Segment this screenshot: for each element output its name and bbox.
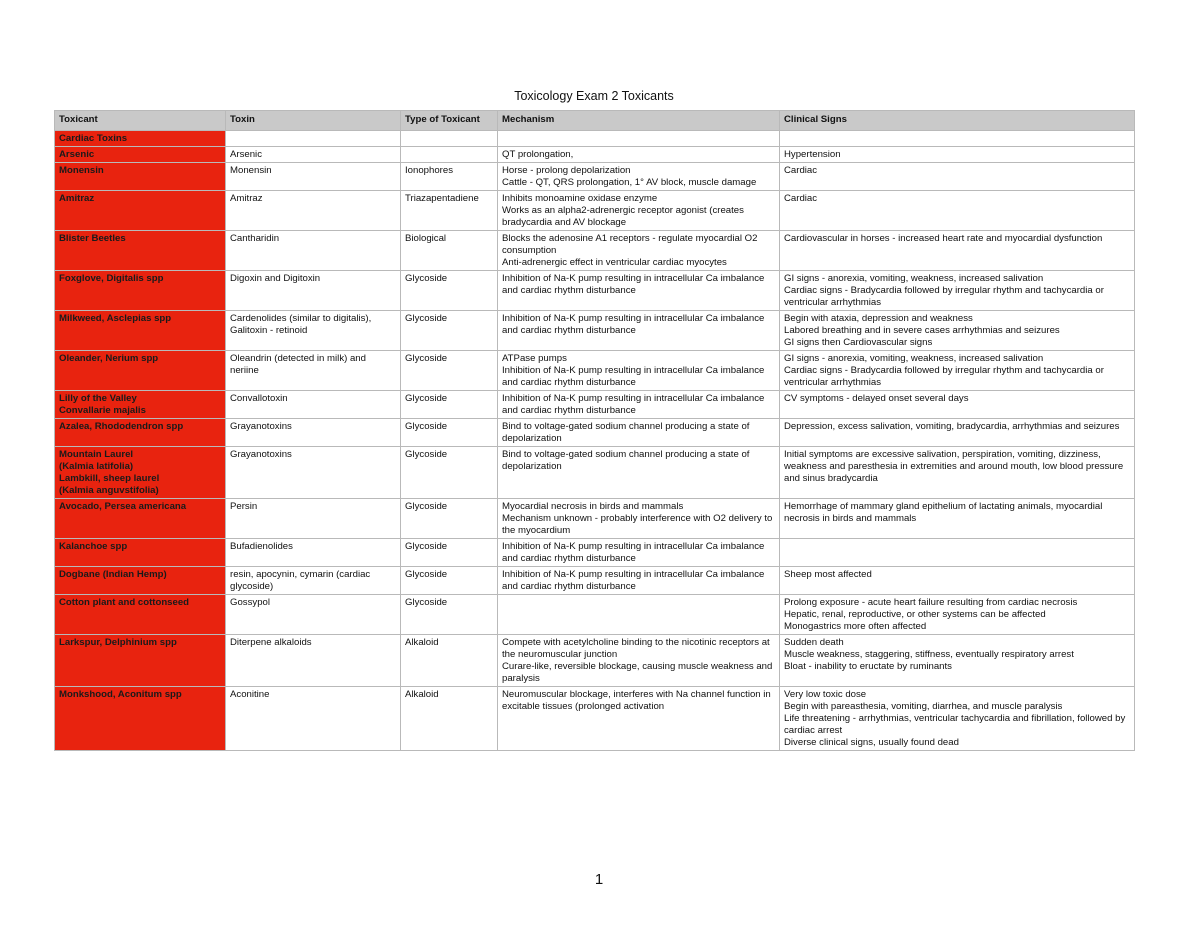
type-cell (401, 147, 498, 163)
toxin-cell: Cantharidin (226, 231, 401, 271)
clinical-signs-cell: Sudden death Muscle weakness, staggering, stiffness, eventually respiratory arrest Bloat - inability to eructate by ruminants (780, 635, 1135, 687)
header-row (55, 111, 1135, 131)
toxicant-cell: Cardiac Toxins (55, 131, 226, 147)
clinical-signs-cell: GI signs - anorexia, vomiting, weakness, increased salivation Cardiac signs - Bradycardia followed by irregular rhythm and tachycardia or ventricular arrhythmias (780, 271, 1135, 311)
mechanism-cell (498, 595, 780, 635)
type-cell: Glycoside (401, 447, 498, 499)
toxin-cell: Amitraz (226, 191, 401, 231)
table-row (55, 191, 1135, 231)
document-title: Toxicology Exam 2 Toxicants (514, 89, 674, 103)
type-cell: Glycoside (401, 567, 498, 595)
type-cell: Ionophores (401, 163, 498, 191)
clinical-signs-cell (780, 131, 1135, 147)
table-row (55, 271, 1135, 311)
mechanism-cell: Bind to voltage-gated sodium channel producing a state of depolarization (498, 447, 780, 499)
table-row (55, 635, 1135, 687)
toxin-cell: Monensin (226, 163, 401, 191)
table-row (55, 567, 1135, 595)
type-cell: Glycoside (401, 419, 498, 447)
type-cell: Glycoside (401, 539, 498, 567)
table-row (55, 311, 1135, 351)
mechanism-cell: Inhibition of Na-K pump resulting in intracellular Ca imbalance and cardiac rhythm disturbance (498, 539, 780, 567)
table-header (55, 111, 1135, 131)
clinical-signs-cell: Begin with ataxia, depression and weakness Labored breathing and in severe cases arrhythmias and seizures GI signs then Cardiovascular signs (780, 311, 1135, 351)
toxicant-cell: Larkspur, Delphinium spp (55, 635, 226, 687)
toxicant-cell: Mountain Laurel (Kalmia latifolia) Lambkill, sheep laurel (Kalmia anguvstifolia) (55, 447, 226, 499)
toxin-cell: Diterpene alkaloids (226, 635, 401, 687)
clinical-signs-cell: Cardiovascular in horses - increased heart rate and myocardial dysfunction (780, 231, 1135, 271)
table-row (55, 231, 1135, 271)
table-row (55, 595, 1135, 635)
toxicant-cell: Foxglove, Digitalis spp (55, 271, 226, 311)
clinical-signs-cell: GI signs - anorexia, vomiting, weakness, increased salivation Cardiac signs - Bradycardia followed by irregular rhythm and tachycardia or ventricular arrhythmias (780, 351, 1135, 391)
toxin-cell: Digoxin and Digitoxin (226, 271, 401, 311)
toxin-cell: Aconitine (226, 687, 401, 751)
type-cell: Glycoside (401, 271, 498, 311)
toxicant-cell: Monensin (55, 163, 226, 191)
toxicant-cell: Amitraz (55, 191, 226, 231)
clinical-signs-cell: CV symptoms - delayed onset several days (780, 391, 1135, 419)
column-header-toxicant: Toxicant (55, 111, 226, 131)
mechanism-cell: Inhibition of Na-K pump resulting in intracellular Ca imbalance and cardiac rhythm disturbance (498, 391, 780, 419)
toxin-cell: Grayanotoxins (226, 447, 401, 499)
mechanism-cell: Myocardial necrosis in birds and mammals Mechanism unknown - probably interference with O2 delivery to the myocardium (498, 499, 780, 539)
column-header-mechanism: Mechanism (498, 111, 780, 131)
clinical-signs-cell: Initial symptoms are excessive salivation, perspiration, vomiting, dizziness, weakness and paresthesia in extremities and around mouth, low blood pressure and sinus bradycardia (780, 447, 1135, 499)
mechanism-cell: Inhibits monoamine oxidase enzyme Works as an alpha2-adrenergic receptor agonist (creates bradycardia and AV blockage (498, 191, 780, 231)
toxicant-cell: Avocado, Persea americana (55, 499, 226, 539)
toxicant-cell: Azalea, Rhododendron spp (55, 419, 226, 447)
table-row (55, 419, 1135, 447)
type-cell: Alkaloid (401, 687, 498, 751)
toxicants-table (54, 110, 1135, 751)
mechanism-cell (498, 131, 780, 147)
page-number: 1 (594, 871, 604, 888)
clinical-signs-cell: Very low toxic dose Begin with pareasthesia, vomiting, diarrhea, and muscle paralysis Life threatening - arrhythmias, ventricular tachycardia and fibrillation, followed by cardiac arrest Diverse clinical signs, usually found dead (780, 687, 1135, 751)
type-cell: Biological (401, 231, 498, 271)
type-cell: Triazapentadiene (401, 191, 498, 231)
toxin-cell (226, 131, 401, 147)
table-row (55, 147, 1135, 163)
column-header-type: Type of Toxicant (401, 111, 498, 131)
mechanism-cell: Blocks the adenosine A1 receptors - regulate myocardial O2 consumption Anti-adrenergic effect in ventricular cardiac myocytes (498, 231, 780, 271)
mechanism-cell: ATPase pumps Inhibition of Na-K pump resulting in intracellular Ca imbalance and cardiac rhythm disturbance (498, 351, 780, 391)
table-row (55, 351, 1135, 391)
type-cell: Glycoside (401, 595, 498, 635)
toxicant-cell: Oleander, Nerium spp (55, 351, 226, 391)
column-header-toxin: Toxin (226, 111, 401, 131)
type-cell: Glycoside (401, 499, 498, 539)
toxicant-cell: Arsenic (55, 147, 226, 163)
mechanism-cell: Horse - prolong depolarization Cattle - QT, QRS prolongation, 1° AV block, muscle damage (498, 163, 780, 191)
toxin-cell: Cardenolides (similar to digitalis), Galitoxin - retinoid (226, 311, 401, 351)
toxin-cell: Bufadienolides (226, 539, 401, 567)
type-cell: Glycoside (401, 351, 498, 391)
toxin-cell: Arsenic (226, 147, 401, 163)
column-header-clinical-signs: Clinical Signs (780, 111, 1135, 131)
mechanism-cell: Inhibition of Na-K pump resulting in intracellular Ca imbalance and cardiac rhythm disturbance (498, 567, 780, 595)
toxicant-cell: Cotton plant and cottonseed (55, 595, 226, 635)
mechanism-cell: QT prolongation, (498, 147, 780, 163)
toxicant-cell: Kalanchoe spp (55, 539, 226, 567)
toxicant-cell: Dogbane (Indian Hemp) (55, 567, 226, 595)
table-body (55, 131, 1135, 751)
toxin-cell: Gossypol (226, 595, 401, 635)
toxicant-cell: Milkweed, Asclepias spp (55, 311, 226, 351)
toxin-cell: Oleandrin (detected in milk) and neriine (226, 351, 401, 391)
clinical-signs-cell: Sheep most affected (780, 567, 1135, 595)
mechanism-cell: Inhibition of Na-K pump resulting in intracellular Ca imbalance and cardiac rhythm disturbance (498, 271, 780, 311)
table-row (55, 163, 1135, 191)
toxicant-cell: Lilly of the Valley Convallarie majalis (55, 391, 226, 419)
table-row (55, 687, 1135, 751)
type-cell: Alkaloid (401, 635, 498, 687)
mechanism-cell: Inhibition of Na-K pump resulting in intracellular Ca imbalance and cardiac rhythm disturbance (498, 311, 780, 351)
clinical-signs-cell: Cardiac (780, 191, 1135, 231)
mechanism-cell: Neuromuscular blockage, interferes with Na channel function in excitable tissues (prolonged activation (498, 687, 780, 751)
toxicant-cell: Blister Beetles (55, 231, 226, 271)
mechanism-cell: Compete with acetylcholine binding to the nicotinic receptors at the neuromuscular junction Curare-like, reversible blockage, causing muscle weakness and paralysis (498, 635, 780, 687)
table-row (55, 499, 1135, 539)
toxin-cell: resin, apocynin, cymarin (cardiac glycoside) (226, 567, 401, 595)
table-row (55, 539, 1135, 567)
toxin-cell: Convallotoxin (226, 391, 401, 419)
clinical-signs-cell: Hemorrhage of mammary gland epithelium of lactating animals, myocardial necrosis in birds and mammals (780, 499, 1135, 539)
table-row (55, 391, 1135, 419)
clinical-signs-cell: Prolong exposure - acute heart failure resulting from cardiac necrosis Hepatic, renal, reproductive, or other systems can be affected Monogastrics more often affected (780, 595, 1135, 635)
clinical-signs-cell (780, 539, 1135, 567)
mechanism-cell: Bind to voltage-gated sodium channel producing a state of depolarization (498, 419, 780, 447)
table-row (55, 447, 1135, 499)
toxin-cell: Grayanotoxins (226, 419, 401, 447)
type-cell (401, 131, 498, 147)
clinical-signs-cell: Hypertension (780, 147, 1135, 163)
type-cell: Glycoside (401, 311, 498, 351)
toxicant-cell: Monkshood, Aconitum spp (55, 687, 226, 751)
clinical-signs-cell: Cardiac (780, 163, 1135, 191)
toxin-cell: Persin (226, 499, 401, 539)
clinical-signs-cell: Depression, excess salivation, vomiting, bradycardia, arrhythmias and seizures (780, 419, 1135, 447)
type-cell: Glycoside (401, 391, 498, 419)
table-row (55, 131, 1135, 147)
